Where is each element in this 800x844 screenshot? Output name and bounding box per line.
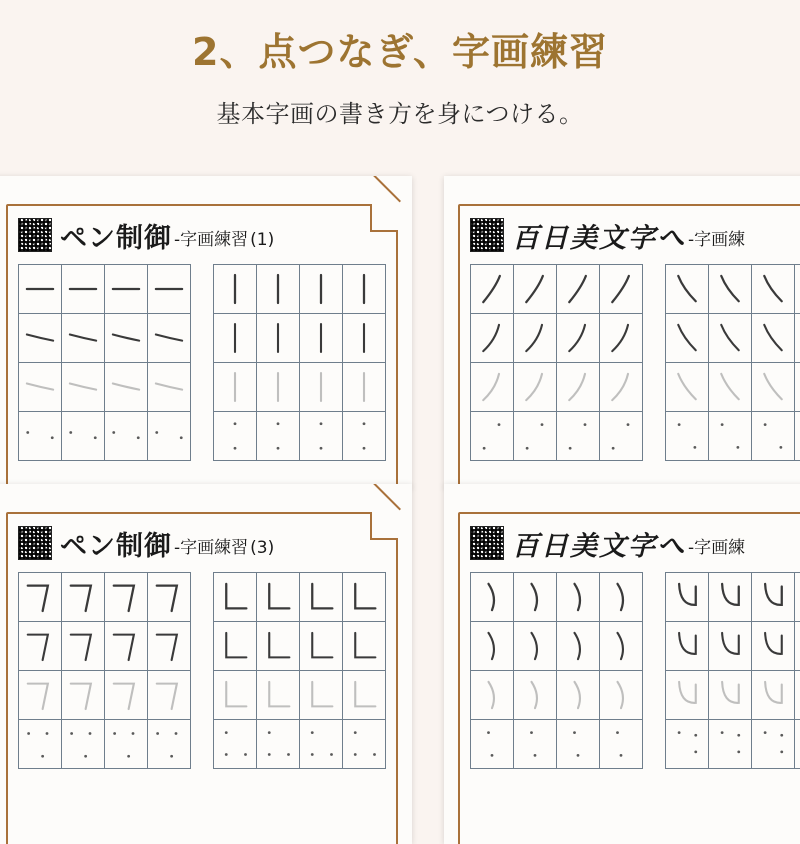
table-row (213, 719, 386, 769)
practice-cell[interactable] (752, 412, 795, 460)
practice-cell[interactable] (752, 314, 795, 362)
practice-cell[interactable] (752, 363, 795, 411)
practice-cell[interactable] (795, 265, 800, 313)
practice-cell[interactable] (300, 314, 343, 362)
practice-grid (18, 264, 386, 488)
worksheet-gallery (0, 168, 800, 841)
vertical-turn-stroke-column (213, 572, 386, 844)
worksheet-title-row (18, 218, 274, 252)
practice-cell[interactable] (300, 720, 343, 768)
practice-cell[interactable] (105, 671, 148, 719)
table-row (470, 670, 643, 719)
practice-cell[interactable] (752, 265, 795, 313)
practice-cell[interactable] (709, 265, 752, 313)
practice-cell[interactable] (105, 363, 148, 411)
practice-cell[interactable] (557, 412, 600, 460)
worksheet-brand: 百日美文字へ (512, 531, 686, 562)
practice-cell[interactable] (557, 720, 600, 768)
practice-cell[interactable] (600, 265, 643, 313)
practice-cell[interactable] (300, 265, 343, 313)
practice-cell[interactable] (471, 720, 514, 768)
horizontal-hook-stroke-column (18, 572, 191, 844)
practice-cell[interactable] (62, 671, 105, 719)
curved-stroke-column (470, 572, 643, 844)
practice-cell[interactable] (214, 412, 257, 460)
practice-cell[interactable] (709, 573, 752, 621)
practice-cell[interactable] (471, 314, 514, 362)
qr-code-icon (470, 218, 504, 252)
practice-cell[interactable] (795, 671, 800, 719)
practice-cell[interactable] (257, 720, 300, 768)
page-subtitle: 基本字画の書き方を身につける。 (216, 99, 584, 128)
practice-grid (470, 572, 800, 844)
practice-cell[interactable] (795, 622, 800, 670)
frame-corner-notch (370, 512, 398, 540)
practice-cell[interactable] (148, 363, 191, 411)
practice-cell[interactable] (666, 265, 709, 313)
practice-cell[interactable] (214, 622, 257, 670)
table-row (18, 572, 191, 621)
table-row (470, 572, 643, 621)
practice-cell[interactable] (600, 671, 643, 719)
table-row (470, 411, 643, 461)
worksheet-subtitle: -字画練習 (174, 538, 249, 558)
practice-cell[interactable] (214, 573, 257, 621)
practice-cell[interactable] (557, 363, 600, 411)
practice-cell[interactable] (795, 412, 800, 460)
worksheet-top-left[interactable] (0, 176, 412, 488)
table-row (470, 264, 643, 313)
practice-cell[interactable] (19, 265, 62, 313)
table-row (665, 719, 800, 769)
practice-cell[interactable] (471, 363, 514, 411)
practice-grid (470, 264, 800, 488)
practice-cell[interactable] (600, 720, 643, 768)
practice-cell[interactable] (557, 622, 600, 670)
worksheet-index: (1) (250, 230, 275, 250)
table-row (18, 411, 191, 461)
practice-cell[interactable] (62, 622, 105, 670)
table-row (665, 362, 800, 411)
practice-cell[interactable] (300, 412, 343, 460)
practice-cell[interactable] (471, 265, 514, 313)
worksheet-brand: ペン制御 (60, 531, 172, 562)
practice-cell[interactable] (600, 622, 643, 670)
practice-cell[interactable] (666, 720, 709, 768)
practice-cell[interactable] (557, 314, 600, 362)
worksheet-top-right[interactable] (444, 176, 800, 488)
practice-cell[interactable] (600, 573, 643, 621)
table-row (470, 621, 643, 670)
practice-cell[interactable] (300, 622, 343, 670)
qr-code-icon (470, 526, 504, 560)
practice-cell[interactable] (105, 265, 148, 313)
right-falling-stroke-column (665, 264, 800, 488)
practice-cell[interactable] (257, 265, 300, 313)
practice-cell[interactable] (514, 573, 557, 621)
practice-cell[interactable] (257, 314, 300, 362)
table-row (665, 264, 800, 313)
practice-cell[interactable] (257, 363, 300, 411)
practice-cell[interactable] (514, 720, 557, 768)
table-row (213, 621, 386, 670)
practice-cell[interactable] (257, 622, 300, 670)
worksheet-title-row (18, 526, 274, 560)
practice-cell[interactable] (471, 622, 514, 670)
practice-cell[interactable] (343, 314, 386, 362)
practice-cell[interactable] (514, 265, 557, 313)
practice-cell[interactable] (343, 573, 386, 621)
table-row (18, 264, 191, 313)
practice-cell[interactable] (343, 671, 386, 719)
table-row (213, 362, 386, 411)
practice-cell[interactable] (62, 573, 105, 621)
practice-cell[interactable] (666, 314, 709, 362)
practice-cell[interactable] (214, 314, 257, 362)
practice-cell[interactable] (62, 314, 105, 362)
table-row (213, 572, 386, 621)
practice-cell[interactable] (62, 720, 105, 768)
practice-cell[interactable] (666, 363, 709, 411)
worksheet-title-row (470, 218, 745, 252)
practice-cell[interactable] (62, 265, 105, 313)
practice-cell[interactable] (214, 265, 257, 313)
practice-cell[interactable] (343, 622, 386, 670)
practice-cell[interactable] (148, 720, 191, 768)
practice-cell[interactable] (752, 622, 795, 670)
practice-cell[interactable] (600, 314, 643, 362)
practice-cell[interactable] (148, 622, 191, 670)
table-row (18, 621, 191, 670)
table-row (665, 313, 800, 362)
practice-cell[interactable] (19, 314, 62, 362)
worksheet-subtitle: -字画練 (688, 230, 746, 250)
practice-cell[interactable] (343, 720, 386, 768)
table-row (18, 313, 191, 362)
worksheet-subtitle: -字画練 (688, 538, 746, 558)
practice-cell[interactable] (19, 412, 62, 460)
practice-cell[interactable] (19, 363, 62, 411)
practice-cell[interactable] (795, 573, 800, 621)
practice-cell[interactable] (471, 573, 514, 621)
practice-cell[interactable] (105, 720, 148, 768)
table-row (470, 362, 643, 411)
practice-cell[interactable] (105, 622, 148, 670)
practice-cell[interactable] (343, 412, 386, 460)
table-row (213, 264, 386, 313)
left-falling-stroke-column (470, 264, 643, 488)
practice-cell[interactable] (471, 671, 514, 719)
practice-cell[interactable] (514, 622, 557, 670)
table-row (665, 572, 800, 621)
worksheet-title-row (470, 526, 745, 560)
table-row (665, 411, 800, 461)
practice-cell[interactable] (300, 671, 343, 719)
practice-cell[interactable] (709, 622, 752, 670)
practice-cell[interactable] (257, 671, 300, 719)
page-header (0, 0, 800, 168)
table-row (470, 719, 643, 769)
practice-cell[interactable] (709, 720, 752, 768)
practice-cell[interactable] (557, 671, 600, 719)
qr-code-icon (18, 526, 52, 560)
practice-cell[interactable] (709, 363, 752, 411)
worksheet-brand: 百日美文字へ (512, 223, 686, 254)
table-row (18, 719, 191, 769)
practice-cell[interactable] (752, 671, 795, 719)
worksheet-bottom-right[interactable] (444, 484, 800, 844)
table-row (18, 670, 191, 719)
practice-cell[interactable] (62, 363, 105, 411)
practice-cell[interactable] (257, 573, 300, 621)
practice-cell[interactable] (709, 412, 752, 460)
practice-cell[interactable] (709, 671, 752, 719)
practice-cell[interactable] (666, 412, 709, 460)
table-row (213, 670, 386, 719)
practice-cell[interactable] (19, 622, 62, 670)
practice-cell[interactable] (148, 671, 191, 719)
practice-cell[interactable] (214, 363, 257, 411)
practice-cell[interactable] (666, 573, 709, 621)
practice-cell[interactable] (148, 573, 191, 621)
practice-cell[interactable] (795, 720, 800, 768)
table-row (665, 670, 800, 719)
practice-cell[interactable] (600, 363, 643, 411)
practice-cell[interactable] (214, 671, 257, 719)
practice-cell[interactable] (600, 412, 643, 460)
practice-cell[interactable] (62, 412, 105, 460)
practice-cell[interactable] (19, 720, 62, 768)
table-row (18, 362, 191, 411)
practice-cell[interactable] (148, 314, 191, 362)
practice-cell[interactable] (709, 314, 752, 362)
practice-cell[interactable] (471, 412, 514, 460)
practice-cell[interactable] (19, 671, 62, 719)
vertical-stroke-column (213, 264, 386, 488)
practice-cell[interactable] (19, 573, 62, 621)
practice-cell[interactable] (514, 363, 557, 411)
practice-cell[interactable] (105, 314, 148, 362)
practice-cell[interactable] (666, 622, 709, 670)
practice-cell[interactable] (752, 573, 795, 621)
practice-cell[interactable] (257, 412, 300, 460)
page-title: 2、点つなぎ、字画練習 (192, 30, 608, 74)
practice-cell[interactable] (514, 412, 557, 460)
practice-cell[interactable] (300, 363, 343, 411)
qr-code-icon (18, 218, 52, 252)
practice-cell[interactable] (343, 363, 386, 411)
practice-cell[interactable] (300, 573, 343, 621)
practice-cell[interactable] (148, 412, 191, 460)
practice-cell[interactable] (514, 671, 557, 719)
practice-cell[interactable] (666, 671, 709, 719)
practice-cell[interactable] (752, 720, 795, 768)
table-row (665, 621, 800, 670)
worksheet-bottom-left[interactable] (0, 484, 412, 844)
practice-cell[interactable] (105, 412, 148, 460)
slanted-hook-stroke-column (665, 572, 800, 844)
practice-cell[interactable] (343, 265, 386, 313)
practice-cell[interactable] (795, 314, 800, 362)
practice-cell[interactable] (105, 573, 148, 621)
practice-cell[interactable] (214, 720, 257, 768)
horizontal-stroke-column (18, 264, 191, 488)
table-row (213, 313, 386, 362)
worksheet-brand: ペン制御 (60, 223, 172, 254)
practice-cell[interactable] (557, 265, 600, 313)
table-row (470, 313, 643, 362)
frame-corner-notch (370, 204, 398, 232)
worksheet-subtitle: -字画練習 (174, 230, 249, 250)
practice-cell[interactable] (795, 363, 800, 411)
practice-cell[interactable] (514, 314, 557, 362)
practice-cell[interactable] (557, 573, 600, 621)
practice-grid (18, 572, 386, 844)
worksheet-index: (3) (250, 538, 275, 558)
table-row (213, 411, 386, 461)
practice-cell[interactable] (148, 265, 191, 313)
